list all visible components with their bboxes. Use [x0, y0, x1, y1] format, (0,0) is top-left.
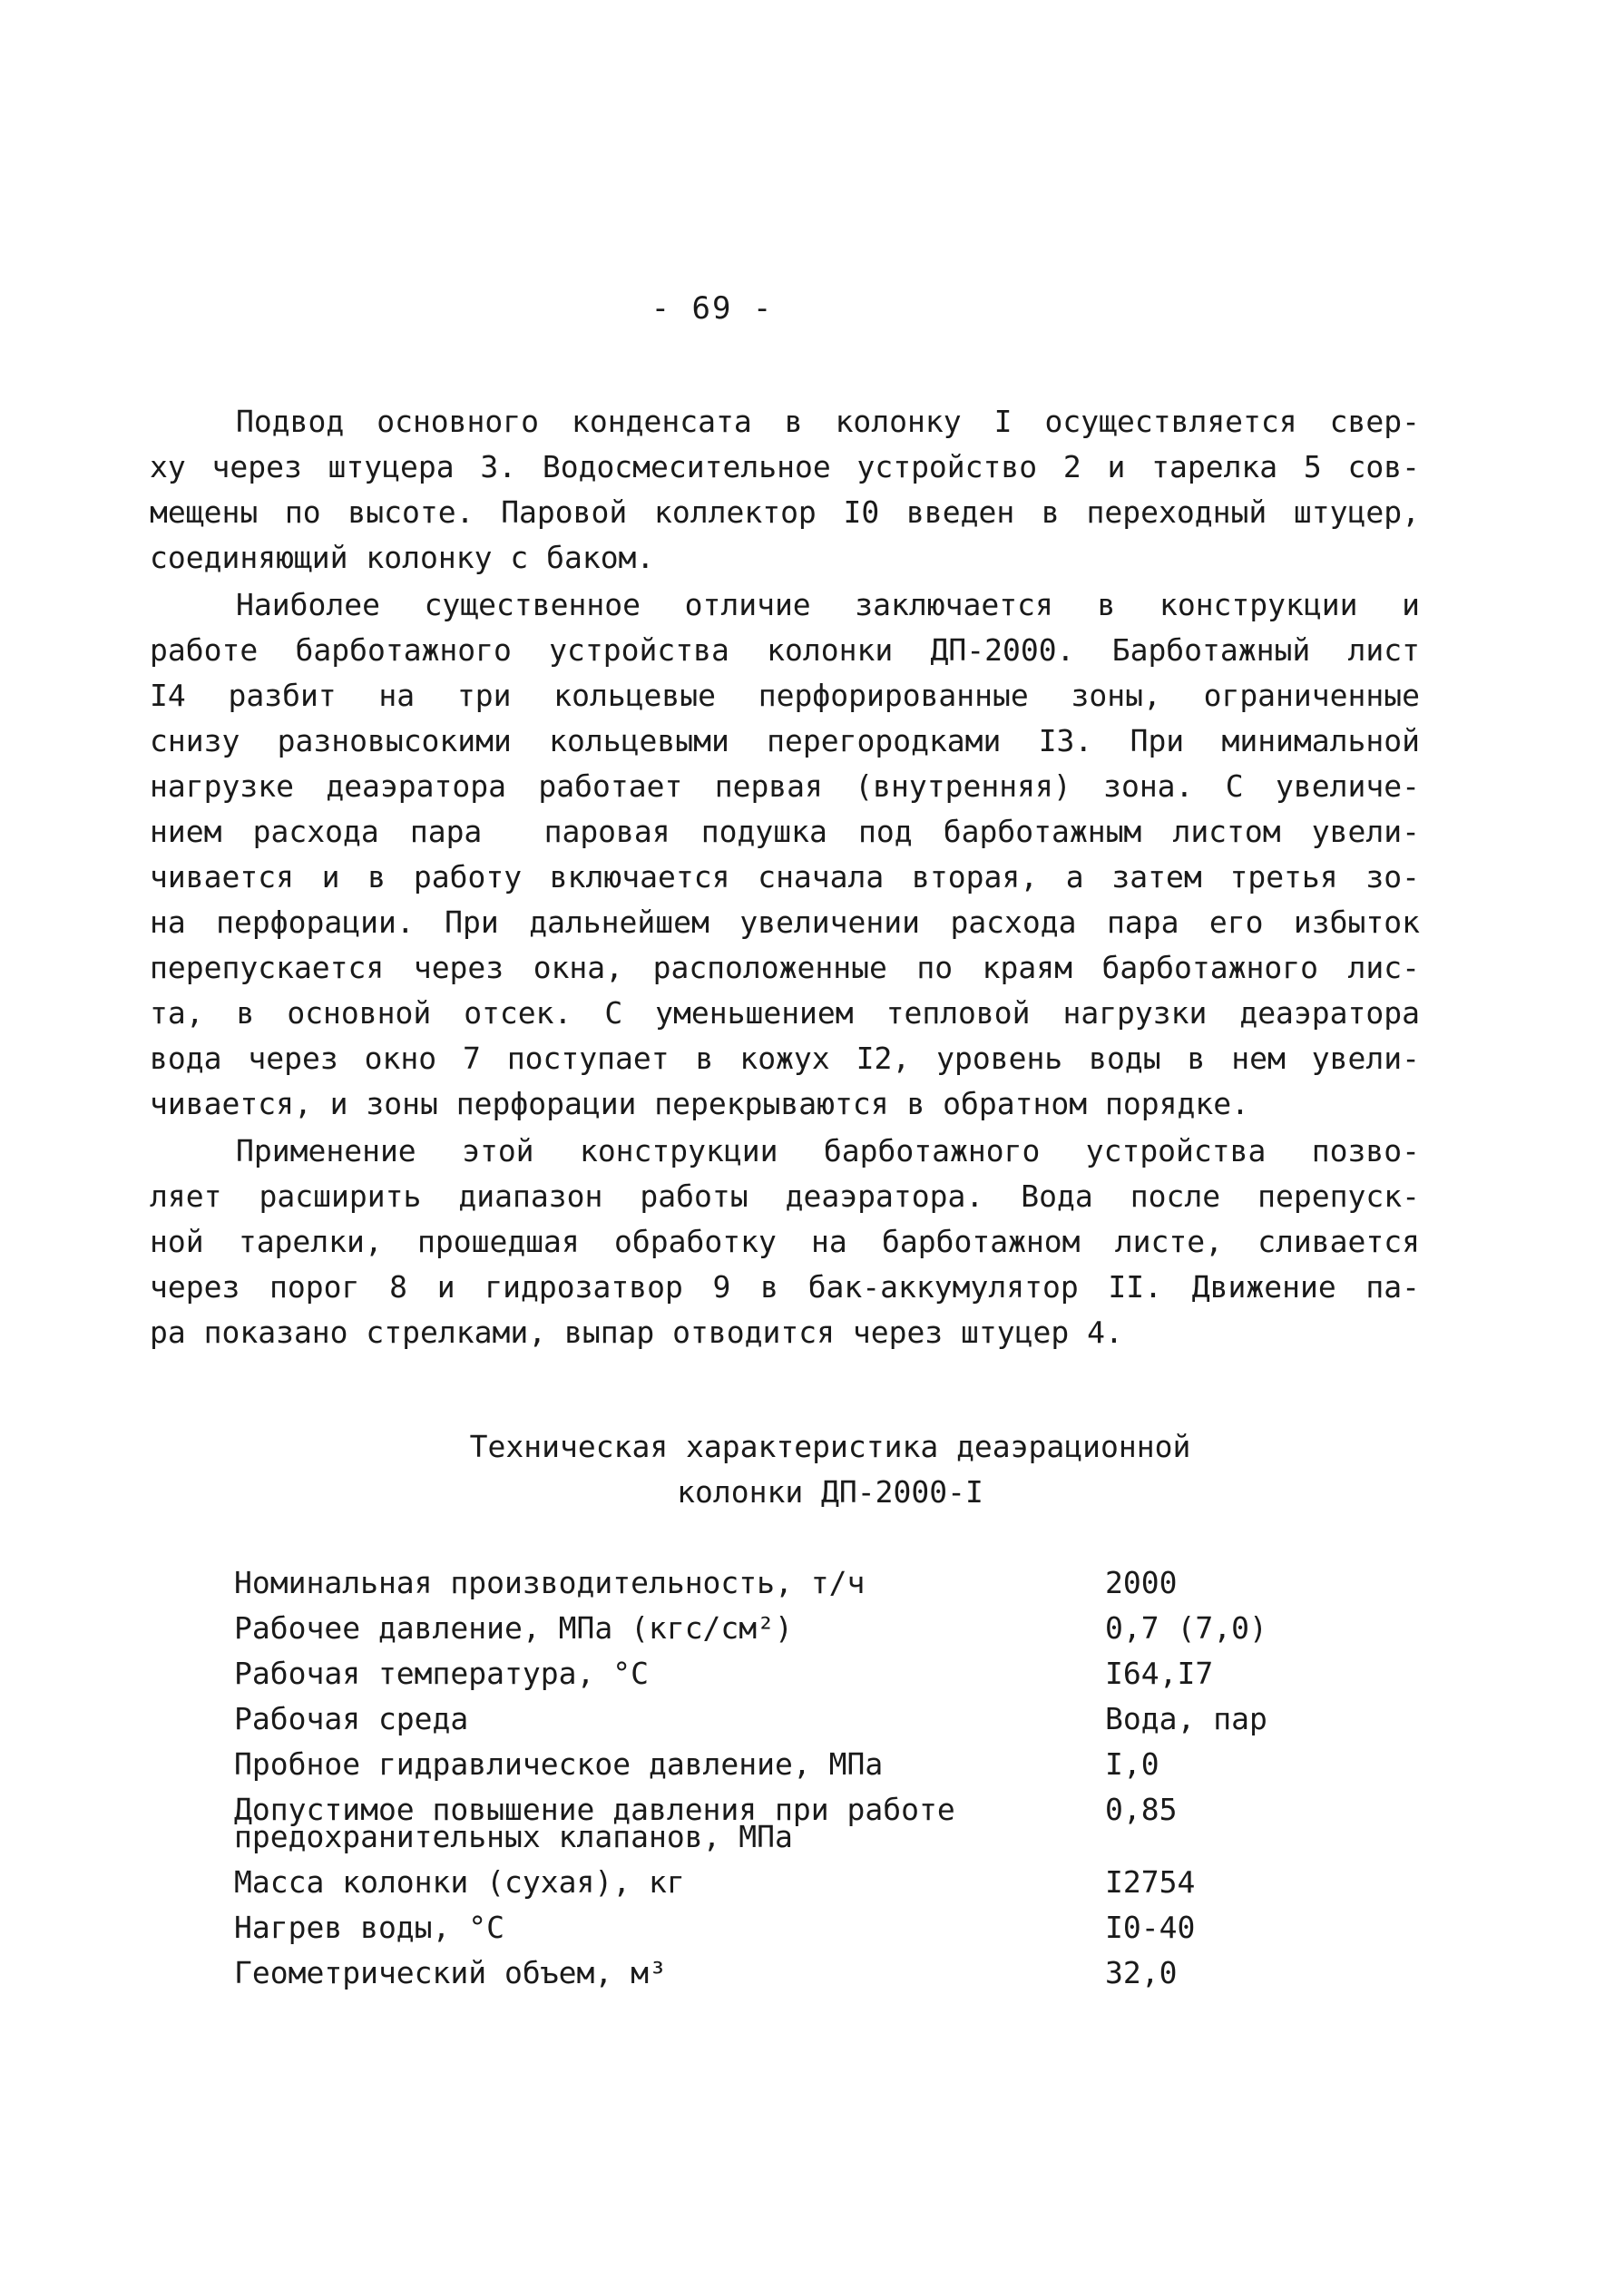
spec-row	[234, 1606, 1414, 1651]
spec-value: I,0	[1105, 1746, 1159, 1782]
spec-label: Рабочее давление, МПа (кгс/см²)	[234, 1610, 793, 1646]
text-line: на перфорации. При дальнейшем увеличении расхода пара его избыток	[150, 904, 1420, 940]
specs-table	[234, 1560, 1414, 1996]
spec-label: Пробное гидравлическое давление, МПа	[234, 1746, 884, 1782]
text-line: Применение этой конструкции барботажного устройства позво-	[236, 1133, 1420, 1168]
body-text	[150, 399, 1420, 1357]
text-line: ной тарелки, прошедшая обработку на барботажном листе, сливается	[150, 1224, 1420, 1259]
text-line: чивается, и зоны перфорации перекрываются в обратном порядке.	[150, 1086, 1249, 1121]
text-line: нагрузке деаэратора работает первая (внутренняя) зона. С увеличе-	[150, 768, 1420, 804]
text-line: снизу разновысокими кольцевыми перегородками I3. При минимальной	[150, 723, 1420, 758]
paragraph-1	[150, 399, 1420, 581]
spec-value: 0,85	[1105, 1792, 1178, 1827]
spec-value: 32,0	[1105, 1955, 1178, 1990]
text-line: перепускается через окна, расположенные по краям барботажного лис-	[150, 950, 1420, 985]
text-line: через порог 8 и гидрозатвор 9 в бак-аккумулятор II. Движение па-	[150, 1269, 1420, 1305]
text-line: чивается и в работу включается сначала вторая, а затем третья зо-	[150, 859, 1420, 895]
text-line: мещены по высоте. Паровой коллектор I0 введен в переходный штуцер,	[150, 494, 1420, 530]
spec-row	[234, 1860, 1414, 1905]
section-title-line-2: колонки ДП-2000-I	[677, 1474, 983, 1510]
spec-label: Допустимое повышение давления при работе предохранительных клапанов, МПа	[234, 1792, 955, 1854]
text-line: Наиболее существенное отличие заключается в конструкции и	[236, 587, 1420, 622]
spec-row	[234, 1742, 1414, 1787]
spec-row	[234, 1905, 1414, 1950]
text-line: ляет расширить диапазон работы деаэратора. Вода после перепуск-	[150, 1178, 1420, 1214]
spec-row	[234, 1651, 1414, 1696]
spec-value: I2754	[1105, 1864, 1196, 1900]
section-title	[0, 1424, 1624, 1515]
spec-value: I0-40	[1105, 1910, 1196, 1945]
spec-label: Номинальная производительность, т/ч	[234, 1565, 866, 1600]
spec-value: 2000	[1105, 1565, 1178, 1600]
spec-value: Вода, пар	[1105, 1701, 1267, 1736]
spec-row	[234, 1560, 1414, 1606]
section-title-line-1: Техническая характеристика деаэрационной	[469, 1429, 1191, 1464]
spec-row	[234, 1950, 1414, 1996]
spec-label: Нагрев воды, °С	[234, 1910, 505, 1945]
spec-value: I64,I7	[1105, 1656, 1214, 1691]
paragraph-2	[150, 582, 1420, 1127]
text-line: Подвод основного конденсата в колонку I осуществляется свер-	[236, 404, 1420, 439]
spec-value: 0,7 (7,0)	[1105, 1610, 1267, 1646]
spec-label: Рабочая среда	[234, 1701, 469, 1736]
paragraph-3	[150, 1129, 1420, 1355]
text-line: ху через штуцера 3. Водосмесительное устройство 2 и тарелка 5 сов-	[150, 449, 1420, 484]
text-line: та, в основной отсек. С уменьшением тепловой нагрузки деаэратора	[150, 995, 1420, 1031]
text-line: ра показано стрелками, выпар отводится через штуцер 4.	[150, 1315, 1123, 1350]
spec-label: Масса колонки (сухая), кг	[234, 1864, 685, 1900]
spec-row	[234, 1787, 1414, 1860]
spec-label: Геометрический объем, м³	[234, 1955, 667, 1990]
spec-label: Рабочая температура, °С	[234, 1656, 649, 1691]
text-line: нием расхода пара паровая подушка под барботажным листом увели-	[150, 814, 1420, 849]
text-line: соединяющий колонку с баком.	[150, 540, 655, 575]
text-line: работе барботажного устройства колонки ДП-2000. Барботажный лист	[150, 632, 1420, 668]
text-line: вода через окно 7 поступает в кожух I2, уровень воды в нем увели-	[150, 1041, 1420, 1076]
text-line: I4 разбит на три кольцевые перфорированные зоны, ограниченные	[150, 678, 1420, 713]
page-number: - 69 -	[651, 290, 774, 327]
spec-row	[234, 1696, 1414, 1742]
